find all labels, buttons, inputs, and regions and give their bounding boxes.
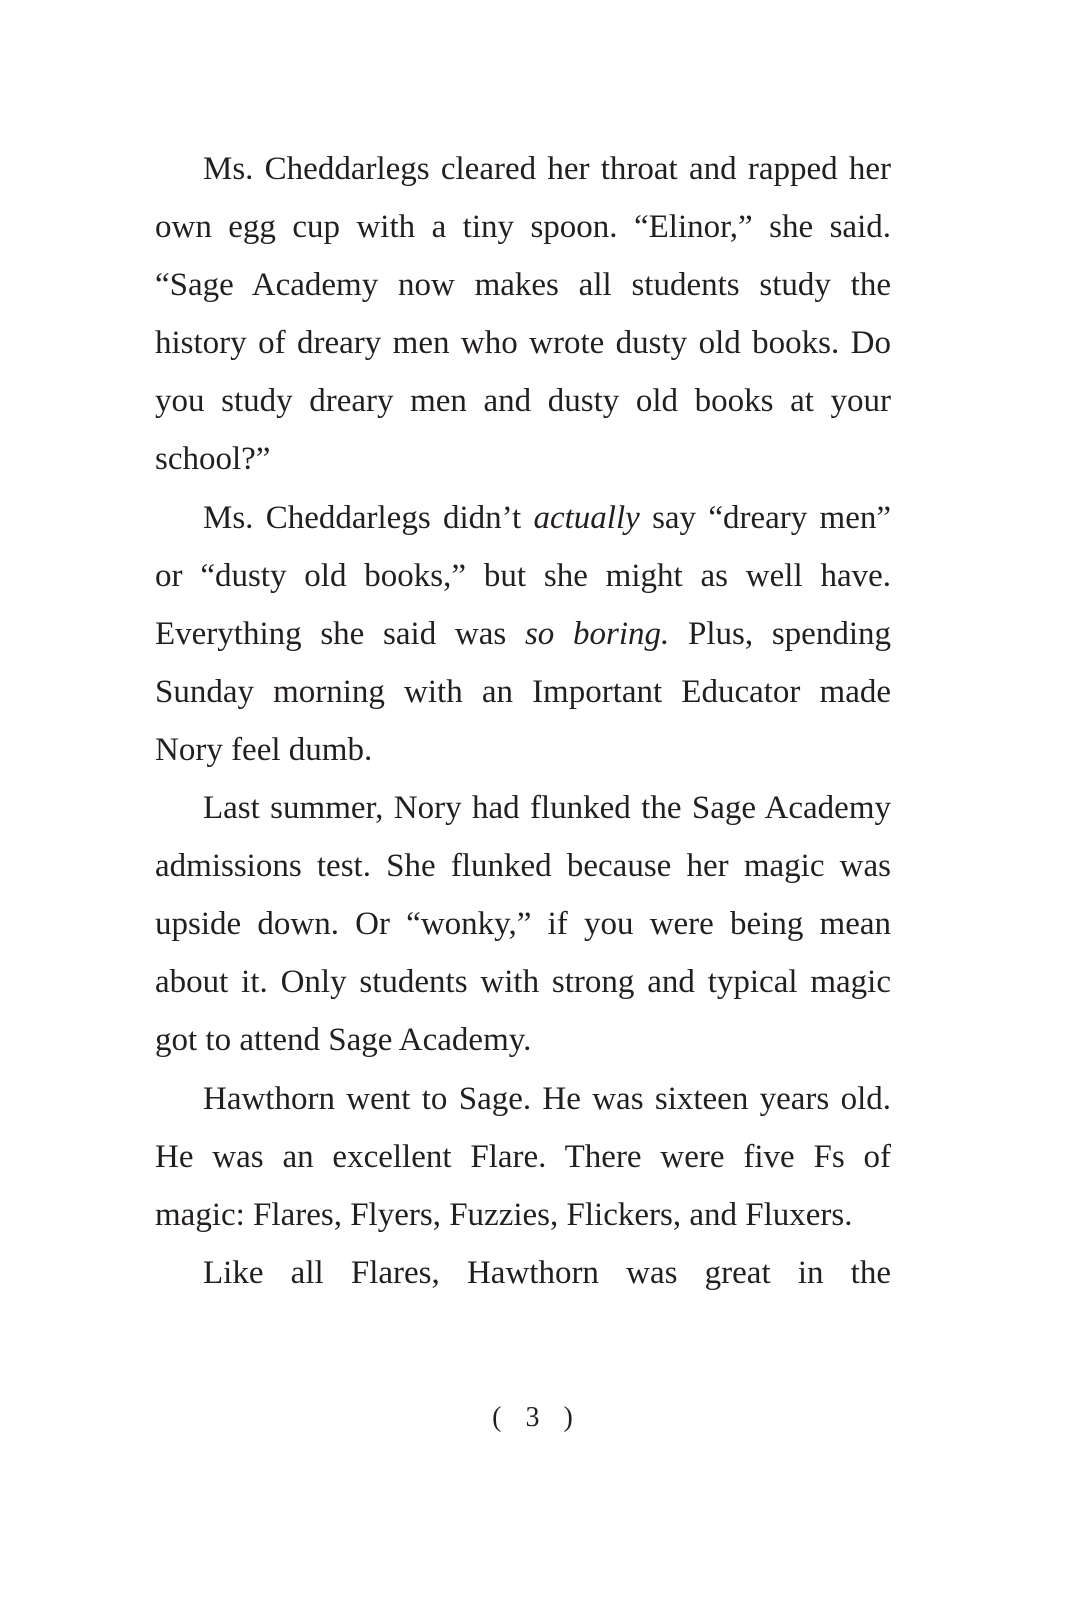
italic-text-segment: so boring. <box>524 615 670 652</box>
text-segment: Ms. Cheddarlegs cleared her throat and rapped her own egg cup with a tiny spoon. “Elinor,” she said. “Sage Academy now makes all students study the history of dreary men who wrote dusty old books. Do you study dreary men and dusty old books at your school?” <box>155 151 891 478</box>
italic-text-segment: actually <box>533 499 640 536</box>
paragraph-continued <box>155 1244 891 1302</box>
page-number-value: 3 <box>525 1402 542 1433</box>
paragraph <box>155 140 891 489</box>
text-segment: Ms. Cheddarlegs didn’t <box>203 499 534 536</box>
body-text <box>155 140 891 1302</box>
text-segment: Like all Flares, Hawthorn was great in the <box>203 1254 891 1291</box>
text-segment: say “dreary men” or “dusty old books,” but she might as well have. Everything she said was <box>155 499 891 652</box>
paragraph <box>155 489 891 779</box>
page-number-open-paren: ( <box>492 1402 504 1433</box>
text-segment: Hawthorn went to Sage. He was sixteen years old. He was an excellent Flare. There were five Fs of magic: Flares, Flyers, Fuzzies, Flickers, and Fluxers. <box>155 1080 891 1233</box>
page-number-close-paren: ) <box>563 1402 575 1433</box>
paragraph <box>155 1070 891 1244</box>
text-segment: Plus, spending Sunday morning with an Important Educator made Nory feel dumb. <box>155 615 891 768</box>
paragraph <box>155 779 891 1069</box>
text-segment: Last summer, Nory had flunked the Sage Academy admissions test. She flunked because her magic was upside down. Or “wonky,” if you were being mean about it. Only students with strong and typical magic got to attend Sage Academy. <box>155 790 891 1059</box>
page-number <box>0 1402 1067 1434</box>
